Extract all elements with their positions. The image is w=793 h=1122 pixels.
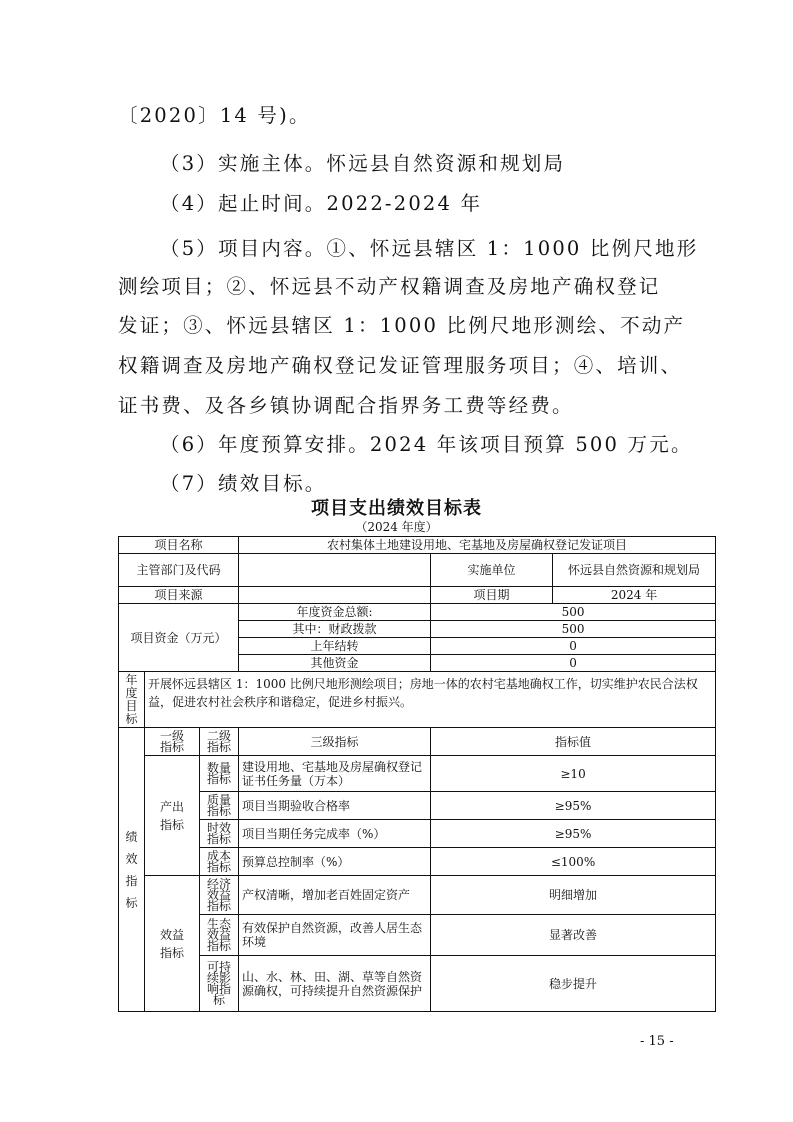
output-value: ≥95%	[431, 820, 716, 848]
dept-label: 主管部门及代码	[119, 554, 239, 587]
output-l2	[200, 848, 239, 876]
item-implementer: （3）实施主体。怀远县自然资源和规划局	[160, 152, 566, 175]
benefit-value: 稳步提升	[431, 956, 716, 1012]
benefit-l3: 山、水、林、田、湖、草等自然资源确权，可持续提升自然资源保护	[239, 956, 431, 1012]
benefit-l2	[200, 915, 239, 956]
perf-indicators-label	[119, 728, 145, 1012]
funds-label: 项目资金（万元）	[119, 604, 239, 672]
benefit-indicators-label-text: 效益指标	[159, 927, 184, 960]
header-level2-text: 二级指标	[207, 728, 232, 754]
header-level2	[200, 728, 239, 756]
project-name-value: 农村集体土地建设用地、宅基地及房屋确权登记发证项目	[239, 537, 716, 554]
period-label: 项目期	[431, 587, 553, 604]
annual-goal-label	[119, 672, 145, 728]
paragraph-line: 〔2020〕14 号)。	[118, 104, 311, 127]
output-l3: 项目当期验收合格率	[239, 792, 431, 820]
page-number: - 15 -	[640, 1034, 674, 1049]
output-l3: 项目当期任务完成率（%）	[239, 820, 431, 848]
fund-label: 其他资金	[239, 655, 431, 672]
benefit-l2	[200, 956, 239, 1012]
fund-label: 上年结转	[239, 638, 431, 655]
period-value: 2024 年	[553, 587, 716, 604]
item-content-line: （5）项目内容。①、怀远县辖区 1：1000 比例尺地形	[160, 237, 699, 260]
output-l3: 建设用地、宅基地及房屋确权登记证书任务量（万本）	[239, 756, 431, 792]
output-l2	[200, 820, 239, 848]
fund-value: 500	[431, 604, 716, 621]
fund-value: 0	[431, 655, 716, 672]
output-l3: 预算总控制率（%）	[239, 848, 431, 876]
output-value: ≥10	[431, 756, 716, 792]
benefit-l3: 产权清晰，增加老百姓固定资产	[239, 876, 431, 915]
item-content-line: 测绘项目；②、怀远县不动产权籍调查及房地产确权登记	[118, 275, 661, 298]
table-title: 项目支出绩效目标表	[311, 498, 482, 519]
output-l2-text: 成本指标	[207, 848, 232, 874]
source-label: 项目来源	[119, 587, 239, 604]
fund-label: 其中：财政拨款	[239, 621, 431, 638]
output-l2	[200, 756, 239, 792]
benefit-l2-text: 经济效益指标	[207, 876, 232, 913]
fund-label: 年度资金总额:	[239, 604, 431, 621]
benefit-indicators-label	[145, 876, 200, 1012]
output-value: ≥95%	[431, 792, 716, 820]
output-l2-text: 数量指标	[207, 760, 232, 786]
performance-target-table	[118, 536, 716, 1012]
annual-goal-label-text: 年度目标	[125, 672, 138, 726]
output-indicators-label	[145, 756, 200, 876]
benefit-value: 显著改善	[431, 915, 716, 956]
output-l2-text: 质量指标	[207, 792, 232, 818]
output-value: ≤100%	[431, 848, 716, 876]
header-level1-text: 一级指标	[159, 728, 184, 754]
output-l2	[200, 792, 239, 820]
benefit-l2-text: 生态效益指标	[207, 916, 232, 953]
item-period: （4）起止时间。2022-2024 年	[160, 192, 483, 215]
annual-goal-text: 开展怀远县辖区 1：1000 比例尺地形测绘项目；房地一体的农村宅基地确权工作，切实维护农民合法权益，促进农村社会秩序和谐稳定，促进乡村振兴。	[145, 672, 716, 728]
project-name-label: 项目名称	[119, 537, 239, 554]
table-subtitle: （2024 年度）	[355, 520, 438, 534]
output-indicators-label-text: 产出指标	[159, 799, 184, 832]
impl-unit-label: 实施单位	[431, 554, 553, 587]
header-level3: 三级指标	[239, 728, 431, 756]
item-goals: （7）绩效目标。	[160, 472, 327, 495]
benefit-value: 明细增加	[431, 876, 716, 915]
fund-value: 500	[431, 621, 716, 638]
source-value	[239, 587, 431, 604]
item-content-line: 证书费、及各乡镇协调配合指界务工费等经费。	[118, 394, 574, 417]
impl-unit-value: 怀远县自然资源和规划局	[553, 554, 716, 587]
perf-indicators-label-text: 绩效指标	[125, 829, 138, 910]
output-l2-text: 时效指标	[207, 820, 232, 846]
benefit-l3: 有效保护自然资源，改善人居生态环境	[239, 915, 431, 956]
benefit-l2-text: 可持续影响指标	[207, 959, 232, 1007]
item-content-line: 权籍调查及房地产确权登记发证管理服务项目；④、培训、	[118, 354, 683, 377]
header-value: 指标值	[431, 728, 716, 756]
item-budget: （6）年度预算安排。2024 年该项目预算 500 万元。	[160, 433, 693, 456]
item-content-line: 发证；③、怀远县辖区 1：1000 比例尺地形测绘、不动产	[118, 314, 686, 337]
benefit-l2	[200, 876, 239, 915]
header-level1	[145, 728, 200, 756]
fund-value: 0	[431, 638, 716, 655]
dept-value	[239, 554, 431, 587]
